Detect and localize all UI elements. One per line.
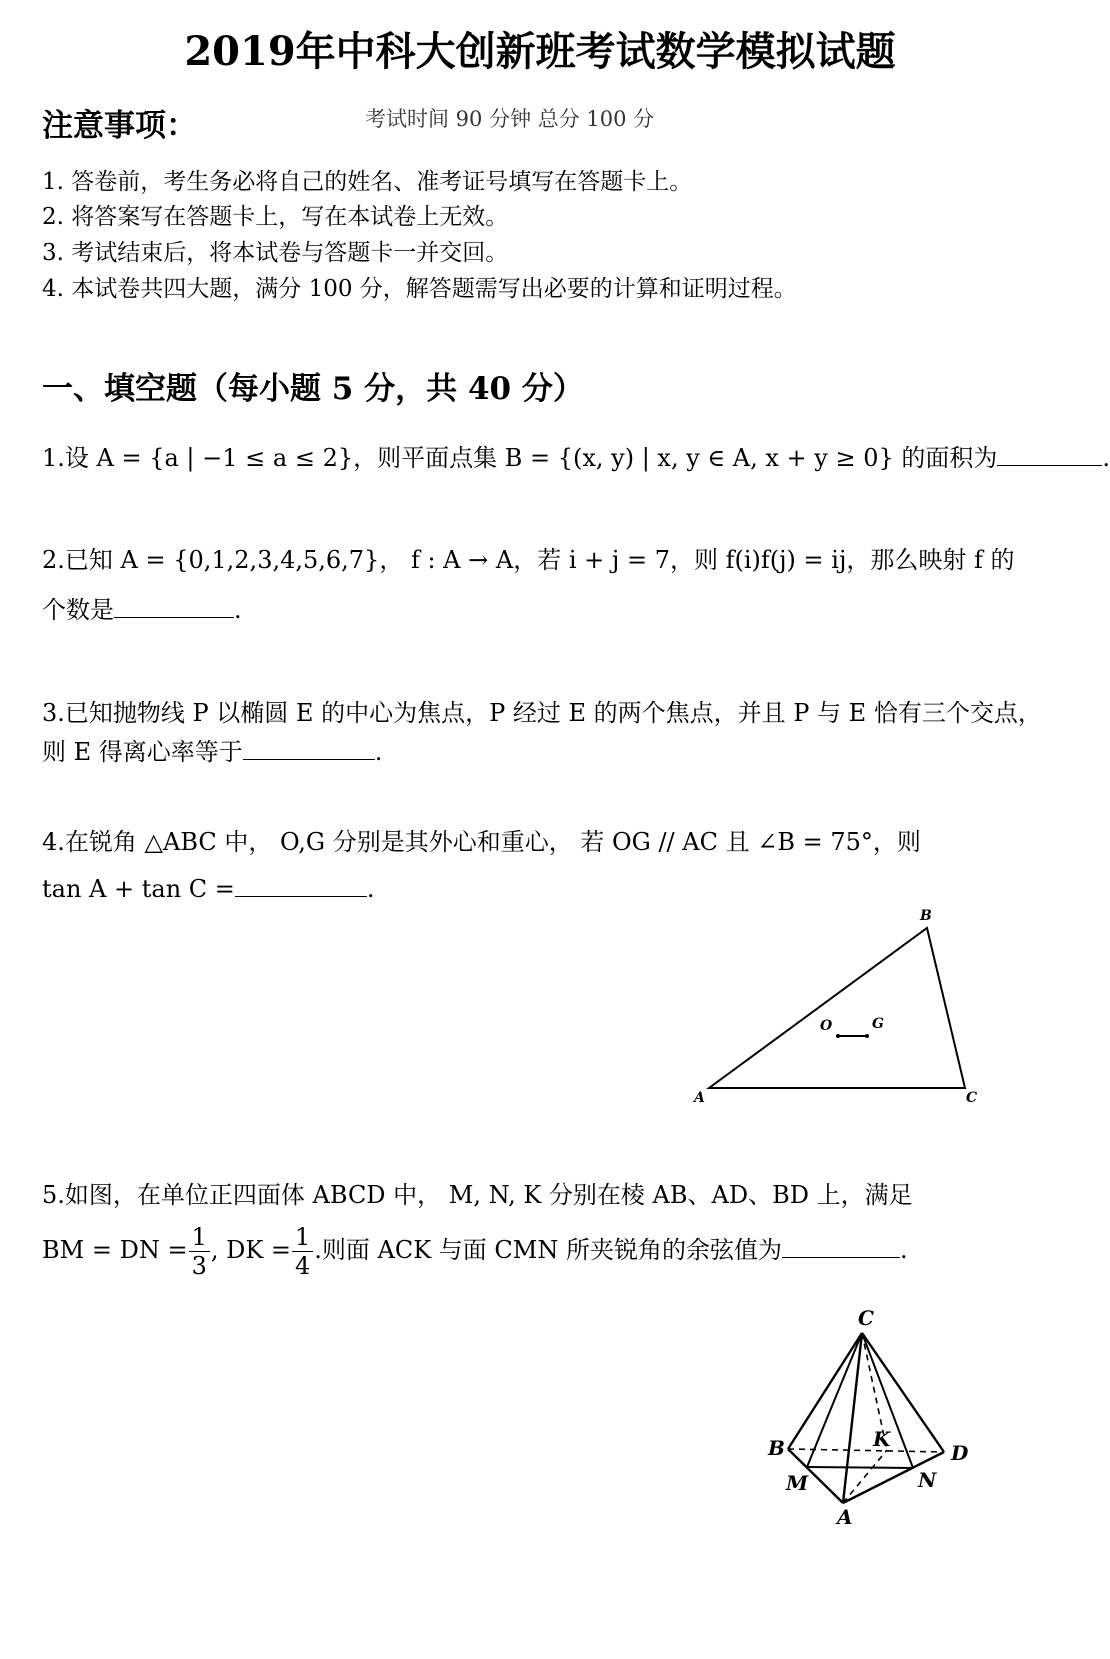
label-d: D — [951, 1441, 969, 1465]
label-b: B — [768, 1436, 785, 1460]
notice-item-2: 2. 将答案写在答题卡上，写在本试卷上无效。 — [42, 204, 509, 230]
label-m: M — [786, 1471, 809, 1495]
label-o: O — [820, 1018, 833, 1034]
question-3-line-2: 则 E 得离心率等于 . — [42, 738, 383, 766]
question-2-line-2: 个数是 . — [42, 596, 242, 624]
label-b: B — [920, 908, 932, 924]
question-3-line-1: 3.已知抛物线 P 以椭圆 E 的中心为焦点，P 经过 E 的两个焦点，并且 P 与 E 恰有三个交点， — [42, 699, 1042, 727]
fraction-one-quarter: $\frac{1}{4}$ — [292, 1225, 313, 1278]
question-2-line-1: 2.已知 A = {0,1,2,3,4,5,6,7}， f : A → A，若 i + j = 7，则 f(i)f(j) = ij，那么映射 f 的 — [42, 546, 1015, 574]
question-1: 1.设 A = {a | −1 ≤ a ≤ 2}，则平面点集 B = {(x, y) | x, y ∈ A, x + y ≥ 0} 的面积为 . — [42, 444, 1110, 472]
question-4-line-1: 4.在锐角 △ABC 中， O,G 分别是其外心和重心， 若 OG // AC 且 ∠B = 75°，则 — [42, 828, 921, 856]
label-c: C — [858, 1306, 874, 1330]
question-5-line-1: 5.如图，在单位正四面体 ABCD 中， M, N, K 分别在棱 AB、AD、BD 上，满足 — [42, 1181, 913, 1209]
label-a: A — [694, 1090, 705, 1106]
label-a: A — [837, 1505, 853, 1529]
question-5-line-2: BM = DN = $\frac{1}{3}$ , DK = $\frac{1}{4}$ .则面 ACK 与面 CMN 所夹锐角的余弦值为 . — [42, 1223, 908, 1280]
page-title: 2019年中科大创新班考试数学模拟试题 — [184, 28, 896, 75]
label-c: C — [966, 1090, 978, 1106]
label-k: K — [873, 1427, 891, 1451]
notice-item-1: 1. 答卷前，考生务必将自己的姓名、准考证号填写在答题卡上。 — [42, 169, 693, 195]
notice-label: 注意事项： — [42, 108, 197, 144]
notice-item-4: 4. 本试卷共四大题，满分 100 分，解答题需写出必要的计算和证明过程。 — [42, 276, 797, 302]
question-1-text: 1.设 A = {a | −1 ≤ a ≤ 2}，则平面点集 B = {(x, y) | x, y ∈ A, x + y ≥ 0} 的面积为 — [42, 444, 998, 472]
question-4-line-2: tan A + tan C = . — [42, 875, 375, 903]
fraction-one-third: $\frac{1}{3}$ — [189, 1225, 210, 1278]
notice-item-3: 3. 考试结束后，将本试卷与答题卡一并交回。 — [42, 240, 509, 266]
section-heading: 一、填空题（每小题 5 分，共 40 分） — [42, 371, 584, 407]
exam-info: 考试时间 90 分钟 总分 100 分 — [365, 107, 655, 131]
label-g: G — [872, 1016, 884, 1032]
label-n: N — [918, 1468, 937, 1492]
